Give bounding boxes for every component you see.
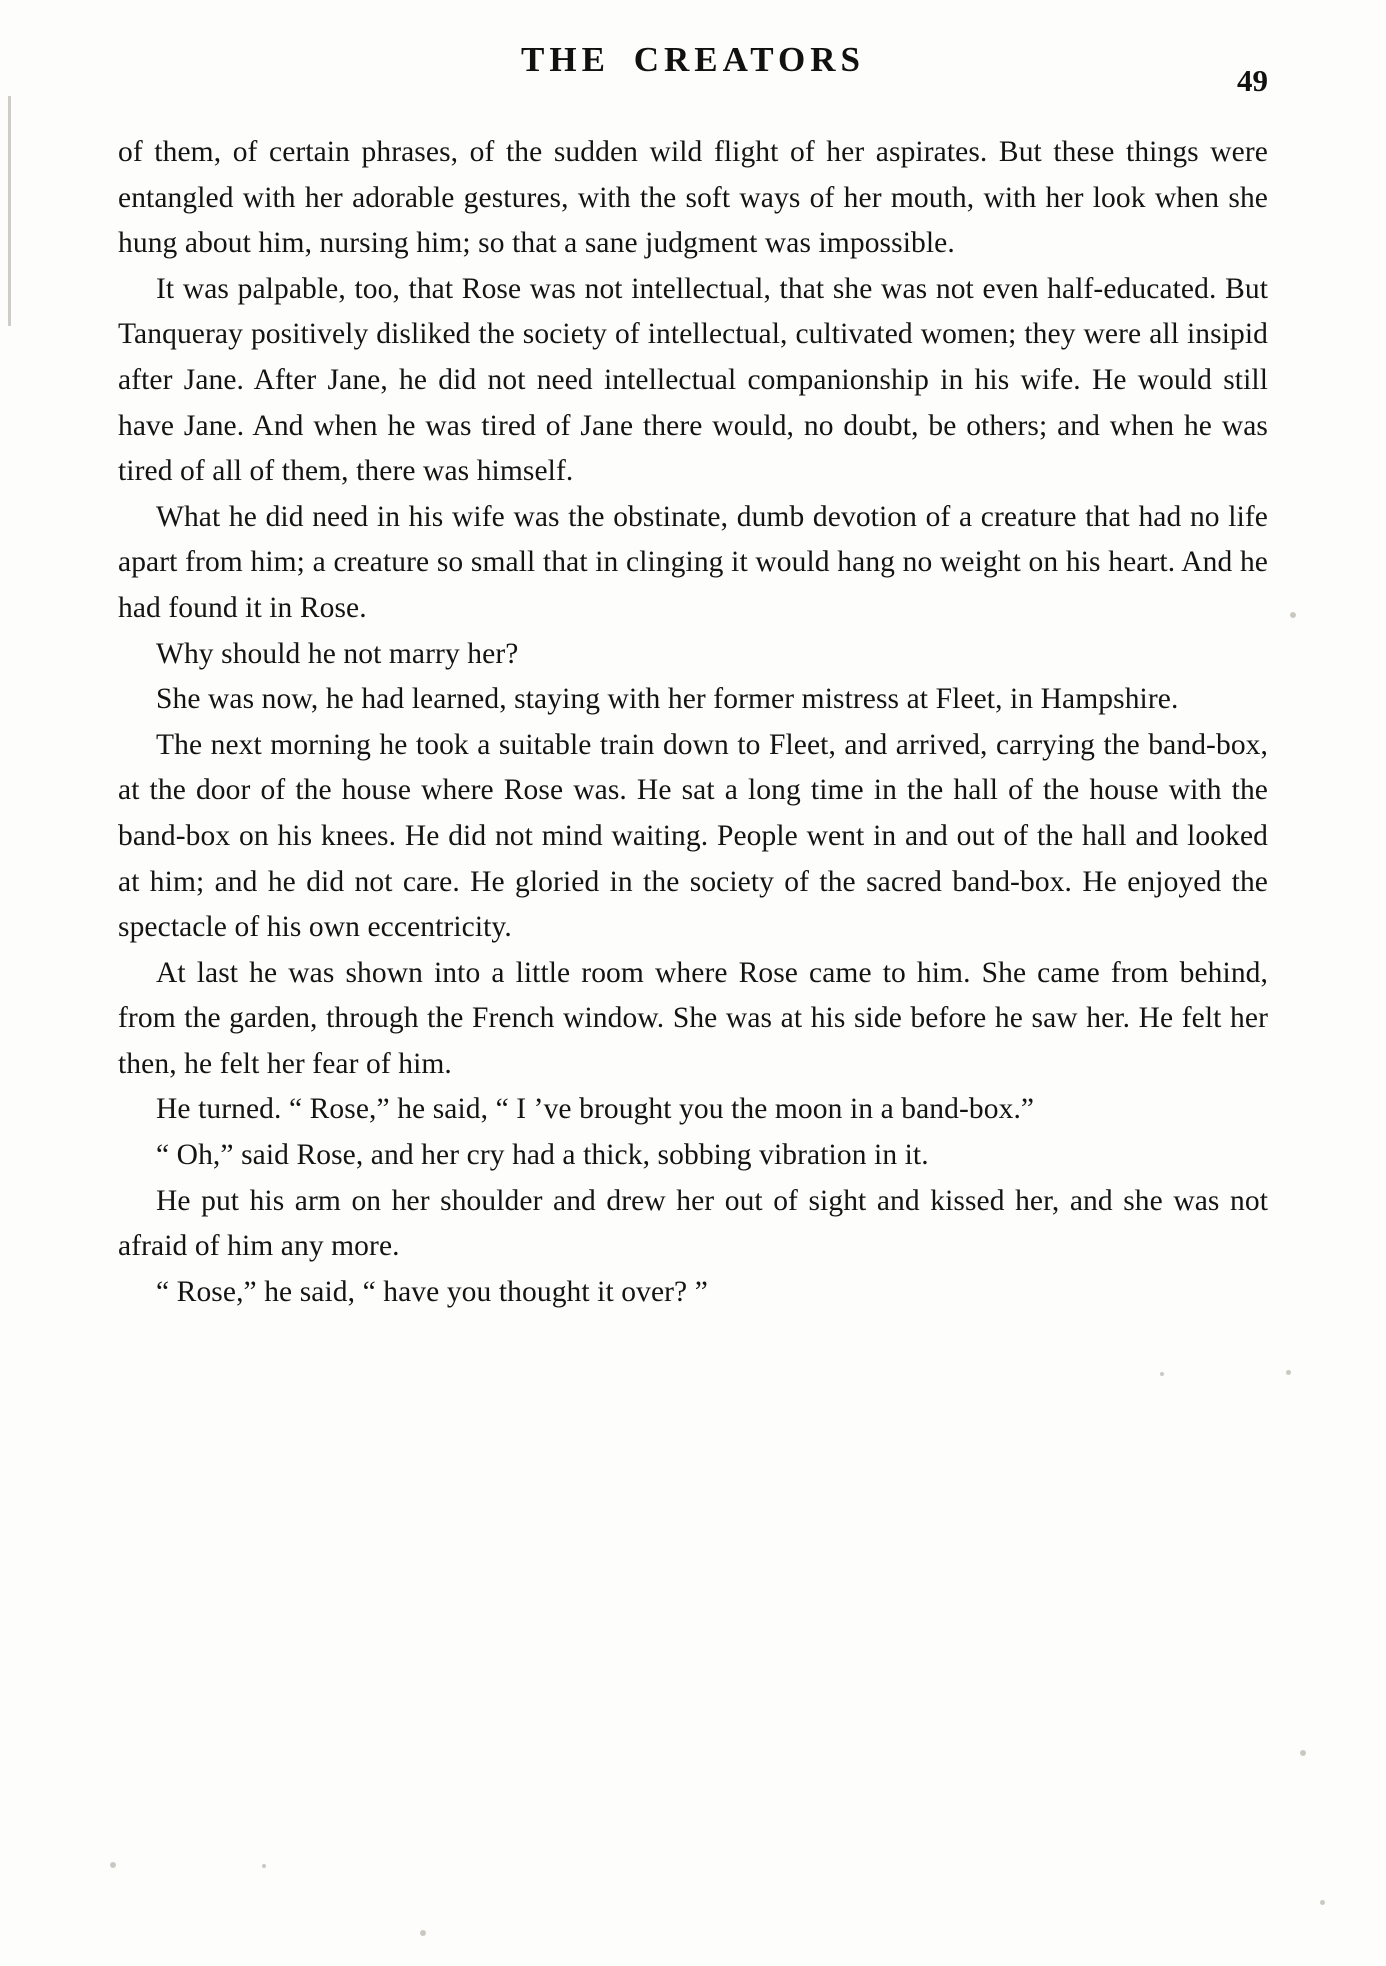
scan-speck bbox=[1290, 612, 1296, 618]
paragraph: He put his arm on her shoulder and drew her out of sight and kissed her, and she was not afraid of him any more. bbox=[118, 1184, 1268, 1263]
paragraph: “ Oh,” said Rose, and her cry had a thick, sobbing vibration in it. bbox=[156, 1139, 929, 1172]
scan-speck bbox=[110, 1862, 116, 1868]
scan-speck bbox=[1320, 1900, 1325, 1905]
scan-speck bbox=[420, 1930, 426, 1936]
paragraph: At last he was shown into a little room where Rose came to him. She came from behind, from the garden, through the French window. She was at his side before he saw her. He felt her then, he felt her fear of him. bbox=[118, 956, 1268, 1080]
paragraph: She was now, he had learned, staying with her former mistress at Fleet, in Hampshire. bbox=[156, 683, 1179, 716]
paragraph: He turned. “ Rose,” he said, “ I ’ve brought you the moon in a band-box.” bbox=[156, 1093, 1035, 1126]
page-number: 49 bbox=[1237, 63, 1268, 98]
running-title: THE CREATORS bbox=[521, 40, 865, 79]
page-header bbox=[118, 40, 1268, 102]
paragraph: The next morning he took a suitable train down to Fleet, and arrived, carrying the band-box, at the door of the house where Rose was. He sat a long time in the hall of the house with the band-box on his knees. He did not mind waiting. People went in and out of the hall and looked at him; and he did not care. He gloried in the society of the sacred band-box. He enjoyed the spectacle of his own eccentricity. bbox=[118, 728, 1268, 944]
paragraph: “ Rose,” he said, “ have you thought it over? ” bbox=[156, 1275, 708, 1308]
scan-speck bbox=[1160, 1372, 1164, 1376]
page-content bbox=[118, 40, 1268, 1315]
paragraph: It was palpable, too, that Rose was not intellectual, that she was not even half-educated. But Tanqueray positively disliked the society of intellectual, cultivated women; they were all insipid after Jane. After Jane, he did not need intellectual companionship in his wife. He would still have Jane. And when he was tired of Jane there would, no doubt, be others; and when he was tired of all of them, there was himself. bbox=[118, 272, 1268, 488]
paragraph: Why should he not marry her? bbox=[156, 637, 519, 670]
scan-speck bbox=[1286, 1370, 1291, 1375]
body-text bbox=[118, 130, 1268, 1315]
scan-edge-mark bbox=[8, 96, 11, 326]
paragraph: What he did need in his wife was the obstinate, dumb devotion of a creature that had no life apart from him; a creature so small that in clinging it would hang no weight on his heart. And he had found it in Rose. bbox=[118, 500, 1268, 624]
scan-speck bbox=[1300, 1750, 1306, 1756]
scan-speck bbox=[262, 1864, 266, 1868]
paragraph: of them, of certain phrases, of the sudden wild flight of her aspirates. But these things were entangled with her adorable gestures, with the soft ways of her mouth, with her look when she hung about him, nursing him; so that a sane judgment was impossible. bbox=[118, 136, 1268, 260]
